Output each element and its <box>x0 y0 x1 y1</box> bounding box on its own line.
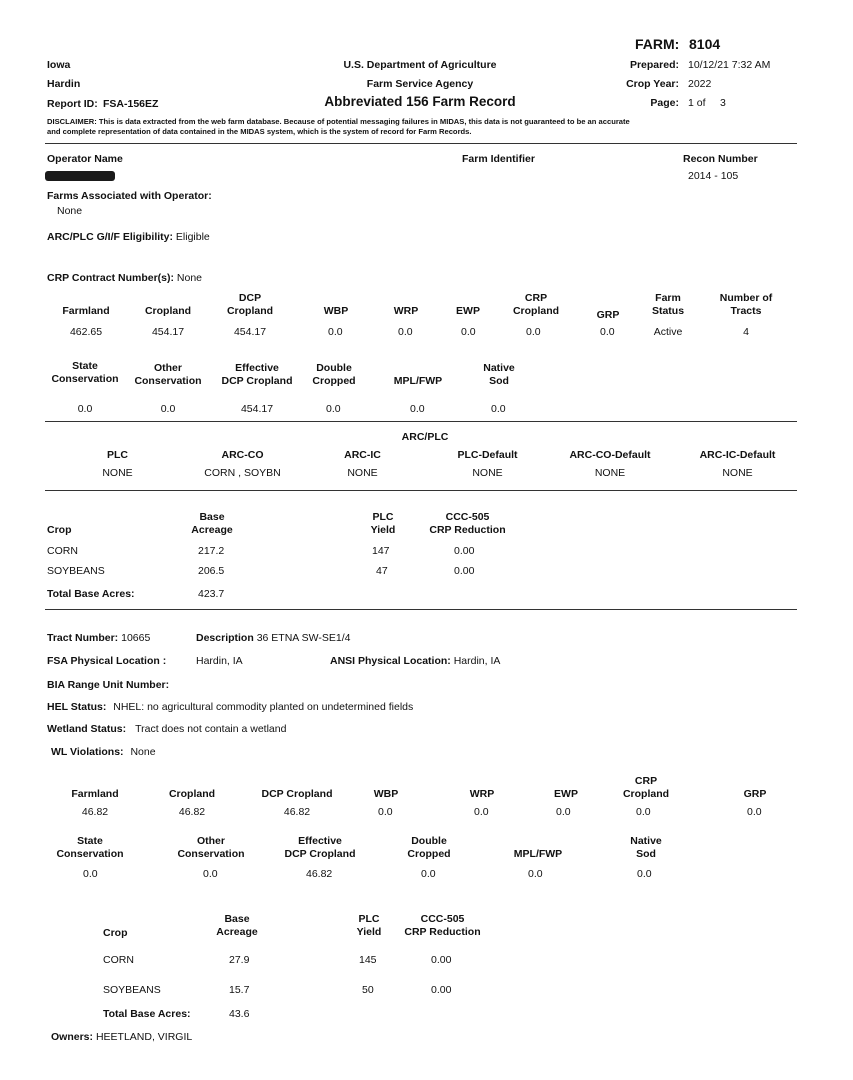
tract-v-cropland: 46.82 <box>178 806 206 818</box>
fsa-location-value: Hardin, IA <box>196 655 243 667</box>
prepared-label: Prepared: <box>629 59 679 71</box>
tract2-v-native: 0.0 <box>637 868 652 880</box>
agency-line1: U.S. Department of Agriculture <box>343 59 497 71</box>
crop-name: CORN <box>47 545 78 557</box>
ansi-location-label: ANSI Physical Location: <box>330 655 451 667</box>
wl-violations <box>51 746 156 758</box>
tcrop-h-base1: Base <box>224 913 250 925</box>
farm-h-tracts1: Number of <box>719 292 773 304</box>
tcrop-ccc: 0.00 <box>431 954 452 966</box>
farm2-v-other: 0.0 <box>160 403 176 415</box>
tcrop-h-yield2: Yield <box>356 926 382 938</box>
farm2-h-mpl: MPL/FWP <box>393 375 443 387</box>
tcrop-h-ccc1: CCC-505 <box>420 913 465 925</box>
farm2-h-other1: Other <box>153 362 182 374</box>
crop-h-crop: Crop <box>47 524 72 536</box>
farm-h-status1: Farm <box>655 292 681 304</box>
report-id-label: Report ID: <box>47 98 98 110</box>
crp-contract <box>47 272 202 284</box>
farm2-h-double1: Double <box>316 362 352 374</box>
crop-h-base2: Acreage <box>191 524 233 536</box>
crop-h-yield2: Yield <box>370 524 396 536</box>
tract-h-crp1: CRP <box>634 775 658 787</box>
divider <box>45 609 797 610</box>
fsa-location-label: FSA Physical Location : <box>47 655 167 667</box>
farm-v-farmland: 462.65 <box>69 326 103 338</box>
disclaimer-label: DISCLAIMER: <box>47 117 97 126</box>
farm-v-wbp: 0.0 <box>328 326 343 338</box>
tcrop-h-yield1: PLC <box>358 913 380 925</box>
tract-number-value: 10665 <box>121 632 151 644</box>
arcplc-v-arcco: CORN , SOYBN <box>204 467 281 479</box>
tcrop-ccc: 0.00 <box>431 984 452 996</box>
crop-h-base1: Base <box>199 511 225 523</box>
farm2-h-eff2: DCP Cropland <box>221 375 293 387</box>
divider <box>45 143 797 144</box>
crop-base: 206.5 <box>198 565 225 577</box>
disclaimer-line1: This is data extracted from the web farm database. Because of potential messaging failures in MIDAS, this data is not guaranteed to be an accurate <box>98 117 630 126</box>
tract2-v-state: 0.0 <box>83 868 98 880</box>
ansi-location <box>330 655 500 667</box>
arcplc-eligibility-value: Eligible <box>175 231 210 243</box>
farm-h-crp2: Cropland <box>512 305 560 317</box>
farm2-h-state1: State <box>72 360 98 372</box>
crop-h-ccc1: CCC-505 <box>445 511 490 523</box>
farm-h-dcp1: DCP <box>238 292 262 304</box>
farm-v-status: Active <box>653 326 683 338</box>
arcplc-v-plc: NONE <box>102 467 133 479</box>
wetland-status <box>47 723 286 735</box>
arcplc-h-arcicdefault: ARC-IC-Default <box>699 449 776 461</box>
tract-v-wrp: 0.0 <box>474 806 489 818</box>
page-value: 1 of <box>688 97 706 109</box>
disclaimer <box>47 117 630 137</box>
bia-label: BIA Range Unit Number: <box>47 679 170 691</box>
total-base-label: Total Base Acres: <box>47 588 135 600</box>
arcplc-eligibility-label: ARC/PLC G/I/F Eligibility: <box>47 231 173 243</box>
arcplc-v-arcic: NONE <box>347 467 378 479</box>
crp-contract-value: None <box>176 272 203 284</box>
tract-v-grp: 0.0 <box>747 806 762 818</box>
farm-h-dcp2: Cropland <box>226 305 274 317</box>
wetland-status-value: Tract does not contain a wetland <box>135 723 287 735</box>
total-base-value: 423.7 <box>198 588 225 600</box>
farm-label: FARM: <box>635 36 680 52</box>
tract2-v-eff: 46.82 <box>306 868 333 880</box>
farm-h-wrp: WRP <box>393 305 419 317</box>
recon-label: Recon Number <box>683 153 758 165</box>
arcplc-eligibility <box>47 231 210 243</box>
operator-name-label: Operator Name <box>47 153 123 165</box>
tcrop-yield: 145 <box>359 954 377 966</box>
owners-value: HEETLAND, VIRGIL <box>95 1031 193 1043</box>
owners <box>51 1031 192 1043</box>
tract-total-base-label: Total Base Acres: <box>103 1008 191 1020</box>
farm2-h-native2: Sod <box>489 375 509 387</box>
farm2-v-native: 0.0 <box>491 403 506 415</box>
crop-name: SOYBEANS <box>47 565 105 577</box>
farm-h-ewp: EWP <box>456 305 480 317</box>
tract-h-wrp: WRP <box>469 788 495 800</box>
tcrop-base: 15.7 <box>229 984 250 996</box>
arcplc-h-arcic: ARC-IC <box>344 449 381 461</box>
disclaimer-line2: and complete representation of data contained in the MIDAS system, which is the system of record for Farm Records. <box>47 127 472 136</box>
farm-v-wrp: 0.0 <box>398 326 413 338</box>
farm-h-farmland: Farmland <box>62 305 110 317</box>
tract2-h-mpl: MPL/FWP <box>513 848 563 860</box>
tract-v-farmland: 46.82 <box>81 806 109 818</box>
farm-v-dcp: 454.17 <box>233 326 267 338</box>
tract-h-farmland: Farmland <box>71 788 119 800</box>
redacted-operator-name <box>45 171 115 181</box>
farm2-v-mpl: 0.0 <box>410 403 425 415</box>
arcplc-h-arccodefault: ARC-CO-Default <box>569 449 651 461</box>
farm-v-tracts: 4 <box>743 326 749 338</box>
tract2-h-double1: Double <box>411 835 447 847</box>
tract2-h-state1: State <box>77 835 103 847</box>
divider <box>45 490 797 491</box>
hel-status-value: NHEL: no agricultural commodity planted on undetermined fields <box>113 701 414 713</box>
farm-h-status2: Status <box>651 305 685 317</box>
tract2-h-other2: Conservation <box>177 848 245 860</box>
farm-h-grp: GRP <box>596 309 620 321</box>
tract2-v-double: 0.0 <box>421 868 436 880</box>
recon-value: 2014 - 105 <box>688 170 739 182</box>
farm-v-grp: 0.0 <box>600 326 615 338</box>
farm2-h-other2: Conservation <box>134 375 202 387</box>
county: Hardin <box>47 78 81 90</box>
farm-v-ewp: 0.0 <box>461 326 476 338</box>
farm2-v-double: 0.0 <box>326 403 341 415</box>
ansi-location-value: Hardin, IA <box>453 655 501 667</box>
tract-description <box>196 632 350 644</box>
owners-label: Owners: <box>51 1031 94 1043</box>
arcplc-h-plc: PLC <box>107 449 128 461</box>
farm2-h-native1: Native <box>483 362 515 374</box>
crop-ccc: 0.00 <box>454 545 475 557</box>
arcplc-h-arcco: ARC-CO <box>221 449 264 461</box>
farm2-h-state2: Conservation <box>51 373 119 385</box>
wetland-status-label: Wetland Status: <box>47 723 127 735</box>
farm-identifier-label: Farm Identifier <box>462 153 535 165</box>
tract-v-ewp: 0.0 <box>556 806 571 818</box>
tract-h-cropland: Cropland <box>168 788 216 800</box>
arcplc-v-arcicdefault: NONE <box>722 467 753 479</box>
page-label: Page: <box>650 97 679 109</box>
report-id: FSA-156EZ <box>103 98 159 110</box>
tract2-h-other1: Other <box>196 835 225 847</box>
crop-yield: 147 <box>372 545 390 557</box>
tract2-v-mpl: 0.0 <box>528 868 543 880</box>
prepared-value: 10/12/21 7:32 AM <box>688 59 771 71</box>
tcrop-base: 27.9 <box>229 954 250 966</box>
crop-h-yield1: PLC <box>372 511 394 523</box>
tract-v-dcp: 46.82 <box>283 806 311 818</box>
farm-h-crp1: CRP <box>524 292 548 304</box>
tract-number-label: Tract Number: <box>47 632 119 644</box>
farm-h-tracts2: Tracts <box>730 305 762 317</box>
farm2-v-eff: 454.17 <box>240 403 274 415</box>
tract2-h-state2: Conservation <box>56 848 124 860</box>
tract2-h-double2: Cropped <box>407 848 451 860</box>
state: Iowa <box>47 59 71 71</box>
crop-h-ccc2: CRP Reduction <box>429 524 506 536</box>
farm2-v-state: 0.0 <box>77 403 93 415</box>
arcplc-v-plcdefault: NONE <box>472 467 503 479</box>
tract-v-wbp: 0.0 <box>378 806 393 818</box>
tcrop-name: SOYBEANS <box>103 984 161 996</box>
hel-status-label: HEL Status: <box>47 701 107 713</box>
arcplc-v-arccodefault: NONE <box>594 467 626 479</box>
tract-description-label: Description <box>196 632 254 644</box>
page-total: 3 <box>720 97 726 109</box>
arcplc-h-plcdefault: PLC-Default <box>457 449 518 461</box>
crp-contract-label: CRP Contract Number(s): <box>47 272 174 284</box>
wl-violations-label: WL Violations: <box>51 746 124 758</box>
tract2-h-native1: Native <box>630 835 662 847</box>
tcrop-h-ccc2: CRP Reduction <box>404 926 481 938</box>
tcrop-yield: 50 <box>362 984 374 996</box>
agency-line2: Farm Service Agency <box>366 78 474 90</box>
hel-status <box>47 701 413 713</box>
tcrop-h-base2: Acreage <box>216 926 258 938</box>
farm-number: 8104 <box>689 36 721 52</box>
tract-h-ewp: EWP <box>554 788 578 800</box>
tract2-v-other: 0.0 <box>203 868 218 880</box>
tract-h-dcp: DCP Cropland <box>261 788 333 800</box>
crop-year-value: 2022 <box>688 78 712 90</box>
wl-violations-value: None <box>130 746 156 758</box>
crop-yield: 47 <box>376 565 388 577</box>
tract-total-base-value: 43.6 <box>229 1008 250 1020</box>
crop-base: 217.2 <box>198 545 225 557</box>
farm-v-cropland: 454.17 <box>151 326 185 338</box>
tract2-h-eff1: Effective <box>298 835 342 847</box>
tcrop-h-crop: Crop <box>103 927 128 939</box>
tract2-h-native2: Sod <box>636 848 656 860</box>
tcrop-name: CORN <box>103 954 134 966</box>
farm2-h-eff1: Effective <box>235 362 279 374</box>
tract-h-crp2: Cropland <box>622 788 670 800</box>
tract2-h-eff2: DCP Cropland <box>284 848 356 860</box>
divider <box>45 421 797 422</box>
farms-assoc-value: None <box>57 205 83 217</box>
farm-h-wbp: WBP <box>323 305 349 317</box>
tract-description-value: 36 ETNA SW-SE1/4 <box>256 632 351 644</box>
crop-year-label: Crop Year: <box>626 78 679 90</box>
tract-v-crp: 0.0 <box>636 806 651 818</box>
tract-h-grp: GRP <box>743 788 767 800</box>
tract-h-wbp: WBP <box>373 788 399 800</box>
farm-v-crp: 0.0 <box>526 326 541 338</box>
arcplc-title: ARC/PLC <box>401 431 449 443</box>
tract-number <box>47 632 150 644</box>
farm-h-cropland: Cropland <box>144 305 192 317</box>
farms-assoc-label: Farms Associated with Operator: <box>47 190 212 202</box>
page-title: Abbreviated 156 Farm Record <box>324 94 516 109</box>
crop-ccc: 0.00 <box>454 565 475 577</box>
farm2-h-double2: Cropped <box>312 375 356 387</box>
